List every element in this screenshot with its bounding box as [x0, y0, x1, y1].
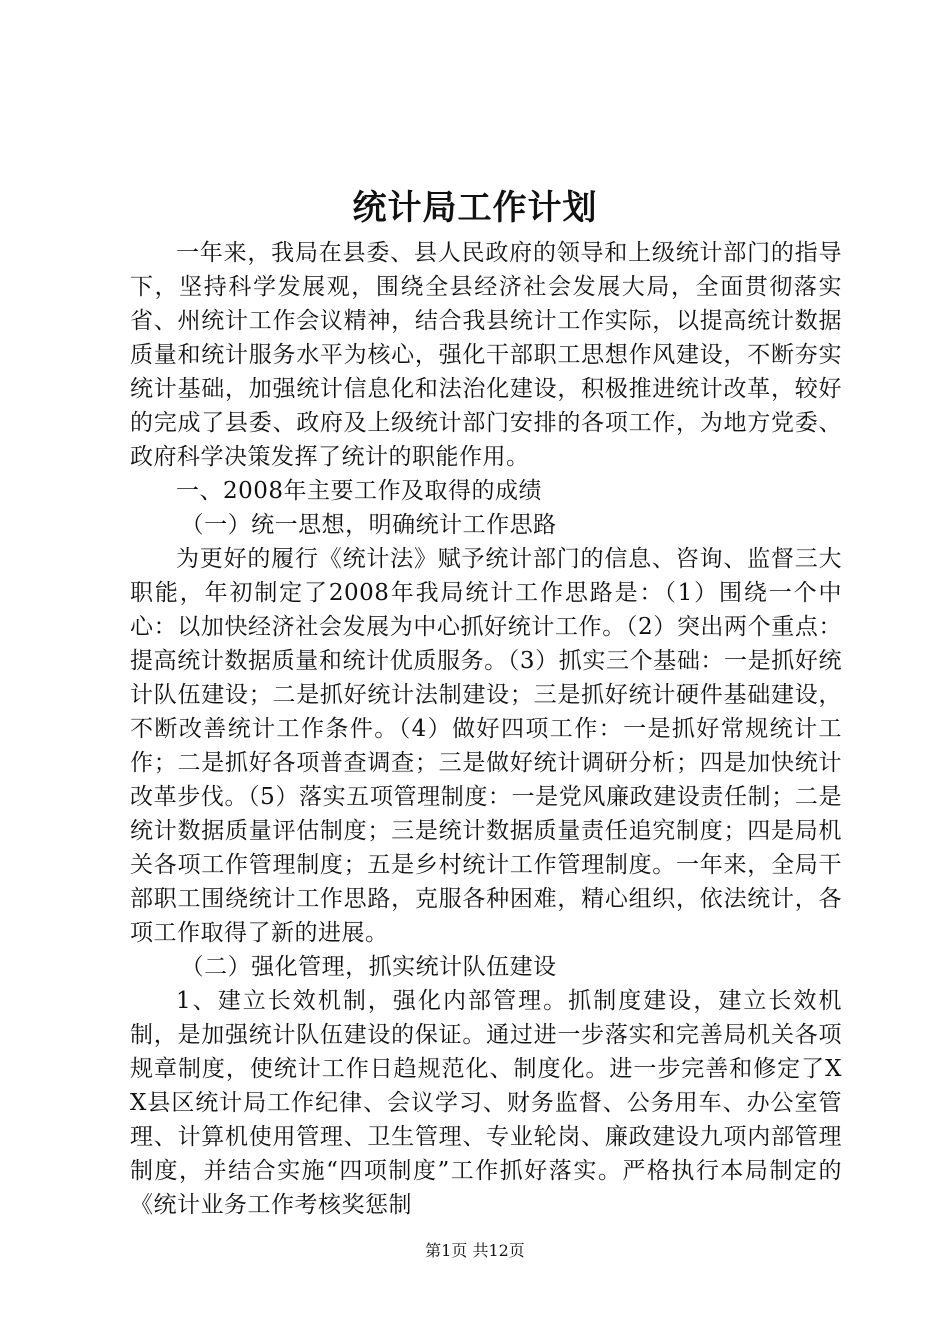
subsection-heading-1: （一）统一思想，明确统计工作思路: [180, 512, 557, 538]
page-footer: 第1页 共12页: [425, 1241, 525, 1260]
management-paragraph: 1、建立长效机制，强化内部管理。抓制度建设，建立长效机制，是加强统计队伍建设的保证。通过进一步落实和完善局机关各项规章制度，使统计工作日趋规范化、制度化。进一步完善和修定了XX县区统计局工作纪律、会议学习、财务监督、公务用车、办公室管理、计算机使用管理、卫生管理、专业轮岗、廉政建设九项内部管理制度，并结合实施“四项制度”工作抓好落实。严格执行本局制定的《统计业务工作考核奖惩制: [130, 988, 842, 1218]
document-title: 统计局工作计划: [352, 188, 598, 228]
document-body: [130, 236, 842, 1222]
work-plan-paragraph: 为更好的履行《统计法》赋予统计部门的信息、咨询、监督三大职能，年初制定了2008年我局统计工作思路是：（1）围绕一个中心：以加快经济社会发展为中心抓好统计工作。（2）突出两个重点：提高统计数据质量和统计优质服务。（3）抓实三个基础：一是抓好统计队伍建设；二是抓好统计法制建设；三是抓好统计硬件基础建设，不断改善统计工作条件。（4）做好四项工作：一是抓好常规统计工作；二是抓好各项普查调查；三是做好统计调研分析；四是加快统计改革步伐。（5）落实五项管理制度：一是党风廉政建设责任制；二是统计数据质量评估制度；三是统计数据质量责任追究制度；四是局机关各项工作管理制度；五是乡村统计工作管理制度。一年来，全局干部职工围绕统计工作思路，克服各种困难，精心组织，依法统计，各项工作取得了新的进展。: [130, 546, 842, 946]
intro-paragraph: 一年来，我局在县委、县人民政府的领导和上级统计部门的指导下，坚持科学发展观，围绕全县经济社会发展大局，全面贯彻落实省、州统计工作会议精神，结合我县统计工作实际，以提高统计数据质量和统计服务水平为核心，强化干部职工思想作风建设，不断夯实统计基础，加强统计信息化和法治化建设，积极推进统计改革，较好的完成了县委、政府及上级统计部门安排的各项工作，为地方党委、政府科学决策发挥了统计的职能作用。: [130, 240, 842, 470]
subsection-heading-2: （二）强化管理，抓实统计队伍建设: [180, 954, 557, 980]
section-heading-1: 一、2008年主要工作及取得的成绩: [176, 478, 543, 504]
